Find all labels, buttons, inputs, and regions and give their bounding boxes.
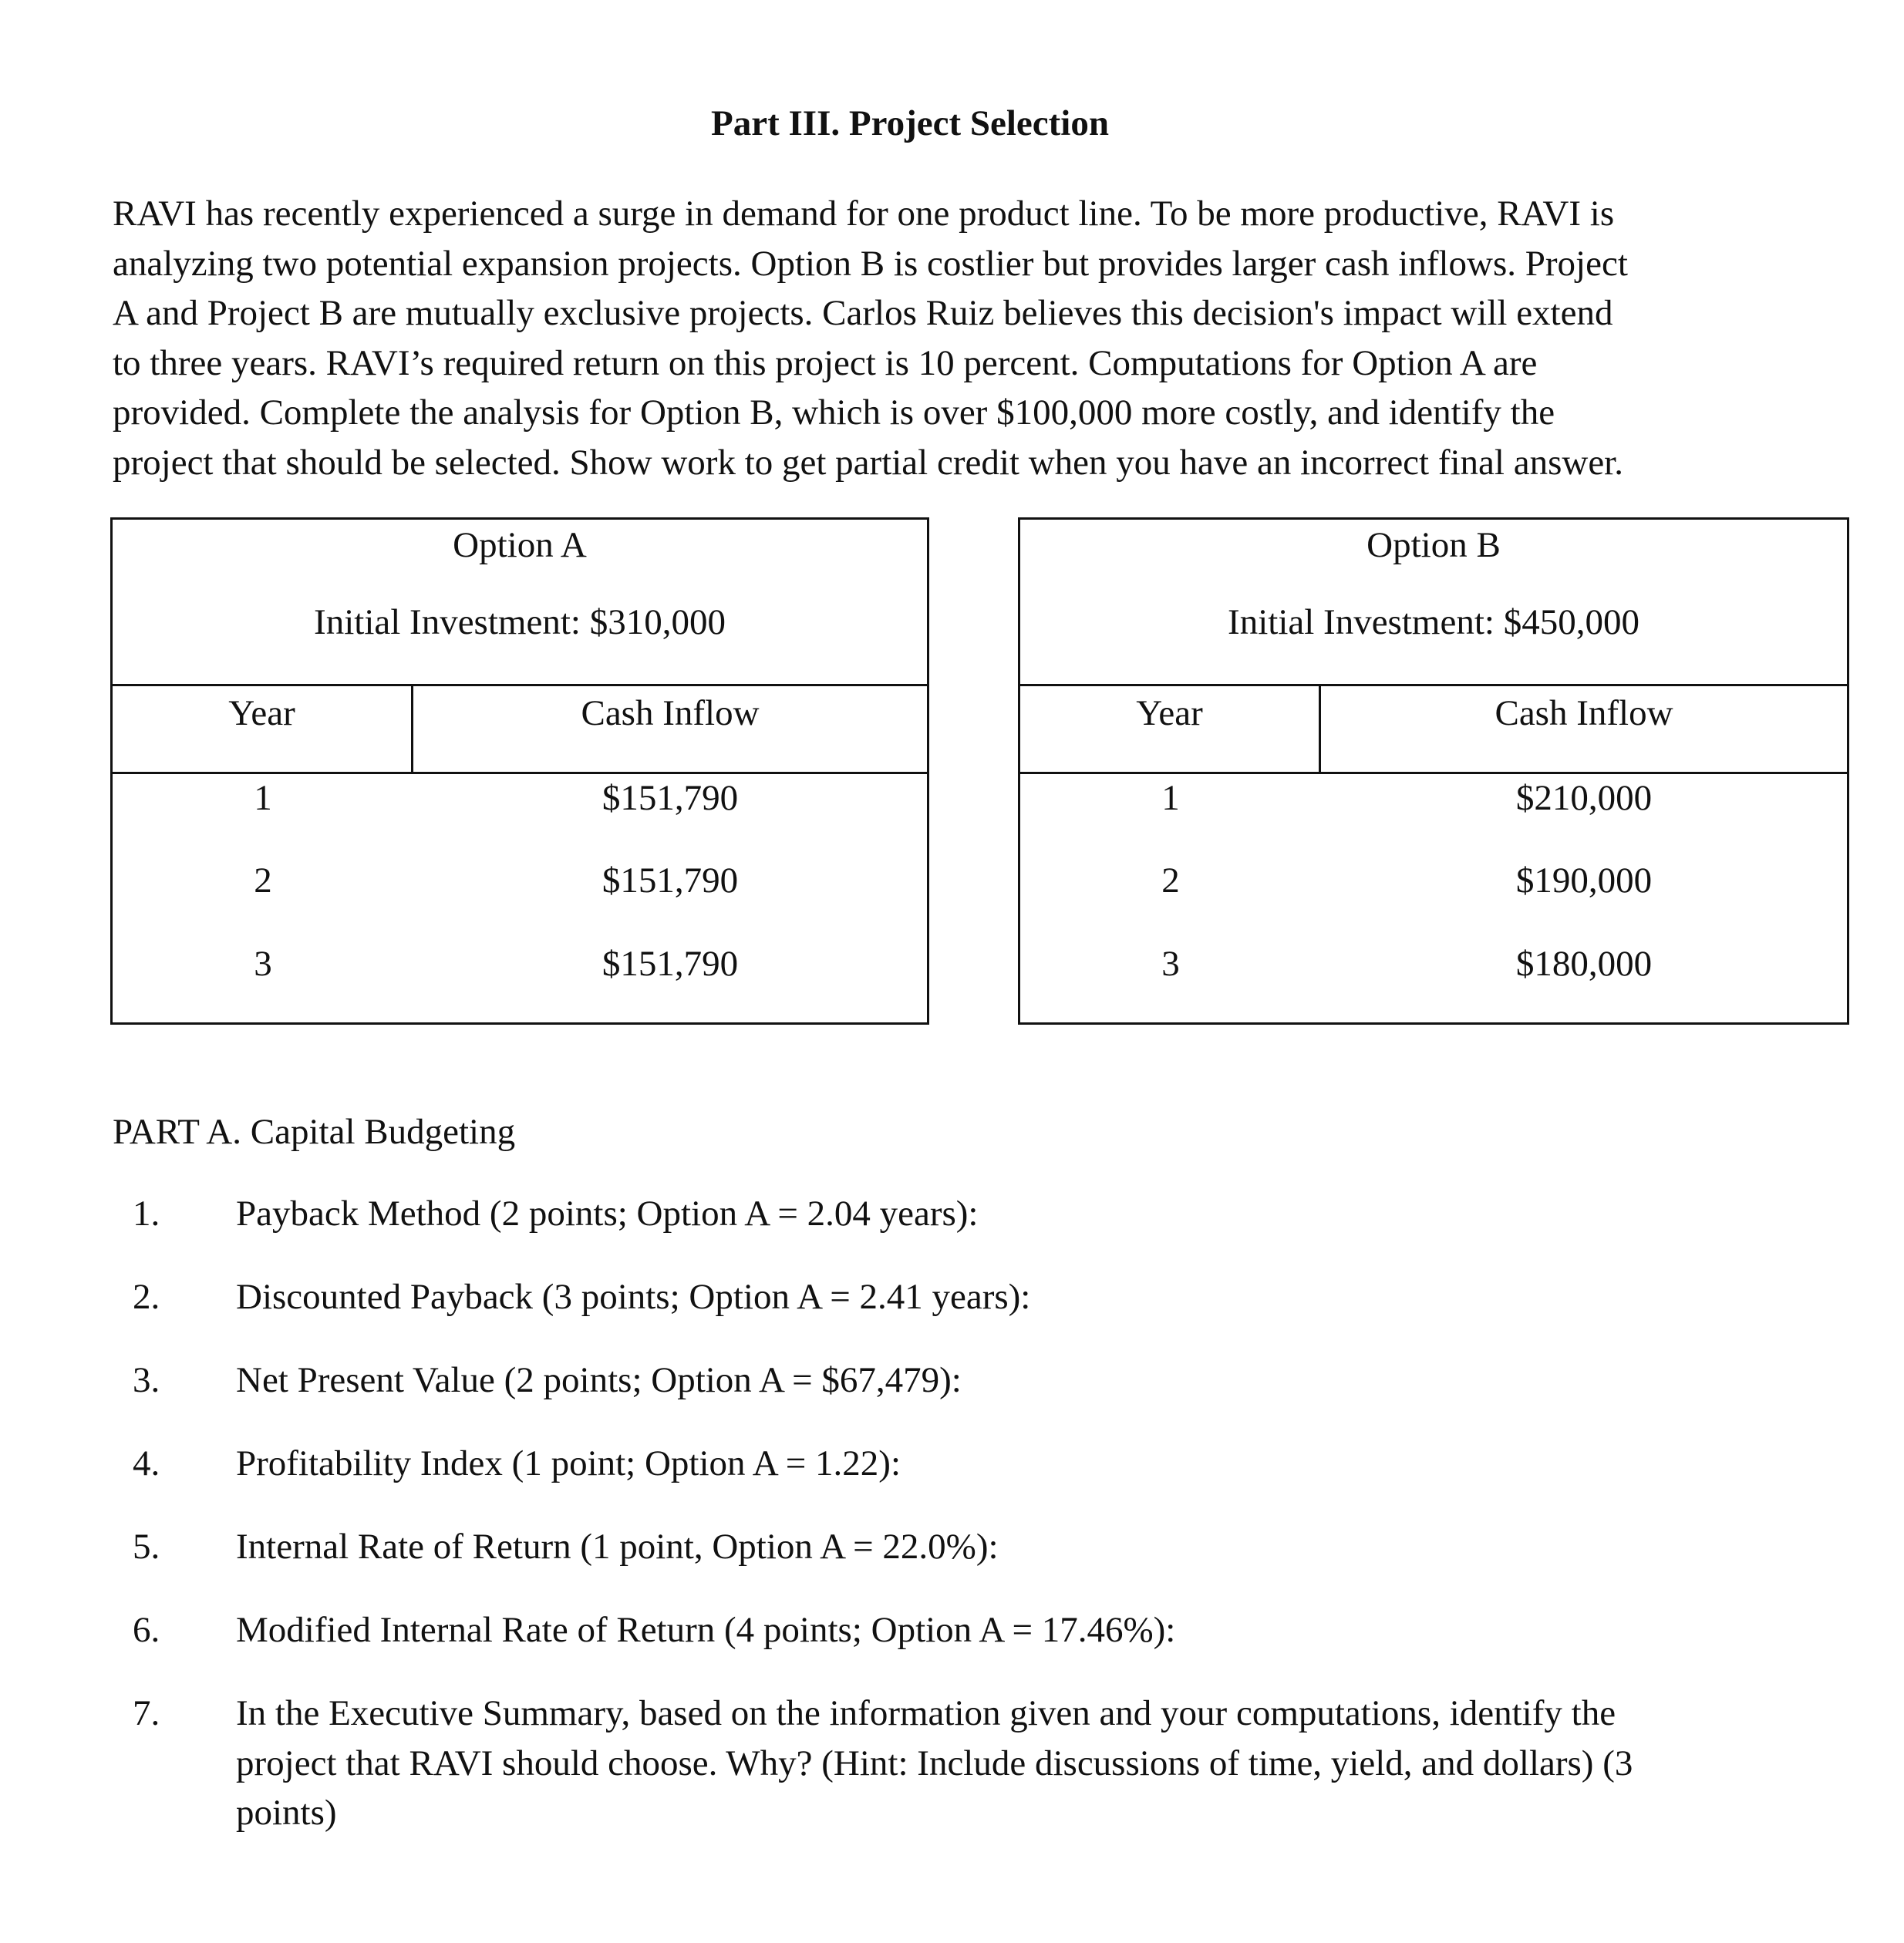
- year-column-header: Year: [113, 686, 413, 772]
- option-a-header: [113, 520, 927, 686]
- option-b-header: [1020, 520, 1847, 686]
- part-a-heading: PART A. Capital Budgeting: [113, 1112, 516, 1152]
- cash-inflow-cell: $151,790: [602, 860, 739, 901]
- question-line: Profitability Index (1 point; Option A = 1.22):: [236, 1443, 901, 1483]
- intro-line: provided. Complete the analysis for Option B, which is over $100,000 more costly, and identify the: [113, 392, 1555, 433]
- question-text: [236, 1272, 1747, 1322]
- question-line: points): [236, 1793, 337, 1833]
- question-text: [236, 1689, 1747, 1838]
- option-a-initial-investment: Initial Investment: $310,000: [314, 602, 726, 642]
- question-line: Discounted Payback (3 points; Option A = 2.41 years):: [236, 1277, 1031, 1317]
- question-text: [236, 1522, 1747, 1572]
- intro-line: A and Project B are mutually exclusive projects. Carlos Ruiz believes this decision's impact will extend: [113, 293, 1613, 333]
- question-line: In the Executive Summary, based on the information given and your computations, identify the: [236, 1693, 1616, 1733]
- question-text: [236, 1439, 1747, 1489]
- year-cell: 1: [254, 778, 272, 818]
- option-a-name: Option A: [453, 525, 587, 565]
- question-text: [236, 1189, 1747, 1239]
- question-number: 1.: [133, 1194, 160, 1234]
- question-text: [236, 1355, 1747, 1406]
- year-column-header: Year: [1020, 686, 1321, 772]
- question-number: 2.: [133, 1277, 160, 1317]
- intro-paragraph: [113, 189, 1832, 487]
- cash-inflow-column-header: Cash Inflow: [581, 693, 760, 733]
- year-cell: 2: [1161, 860, 1180, 901]
- intro-line: project that should be selected. Show work to get partial credit when you have an incorrect final answer.: [113, 442, 1623, 483]
- cash-inflow-column-header: Cash Inflow: [1495, 693, 1673, 733]
- page-title: Part III. Project Selection: [711, 103, 1109, 143]
- question-line: Modified Internal Rate of Return (4 points; Option A = 17.46%):: [236, 1610, 1176, 1650]
- option-b-name: Option B: [1366, 525, 1501, 565]
- year-cell: 3: [1161, 944, 1180, 984]
- question-line: project that RAVI should choose. Why? (Hint: Include discussions of time, yield, and dollars) (3: [236, 1743, 1633, 1783]
- year-cell: 3: [254, 944, 272, 984]
- cash-inflow-cell: $151,790: [602, 778, 739, 818]
- question-number: 6.: [133, 1610, 160, 1650]
- cash-inflow-cell: $180,000: [1515, 944, 1653, 984]
- table-row: [113, 857, 927, 904]
- question-line: Internal Rate of Return (1 point, Option A = 22.0%):: [236, 1527, 999, 1567]
- table-row: [113, 774, 927, 822]
- question-number: 5.: [133, 1527, 160, 1567]
- option-b-table: [1018, 517, 1849, 1025]
- table-row: [113, 940, 927, 988]
- option-a-table: [110, 517, 929, 1025]
- year-cell: 1: [1161, 778, 1180, 818]
- question-line: Net Present Value (2 points; Option A = $67,479):: [236, 1360, 962, 1400]
- intro-line: analyzing two potential expansion projects. Option B is costlier but provides larger cash inflows. Project: [113, 243, 1628, 284]
- intro-line: to three years. RAVI’s required return on this project is 10 percent. Computations for Option A are: [113, 342, 1538, 383]
- table-row: [1020, 940, 1847, 988]
- option-a-column-headers: [113, 686, 927, 774]
- question-number: 3.: [133, 1360, 160, 1400]
- cash-inflow-cell: $210,000: [1515, 778, 1653, 818]
- table-row: [1020, 857, 1847, 904]
- question-line: Payback Method (2 points; Option A = 2.04 years):: [236, 1194, 979, 1234]
- question-number: 4.: [133, 1443, 160, 1483]
- option-b-column-headers: [1020, 686, 1847, 774]
- year-cell: 2: [254, 860, 272, 901]
- question-number: 7.: [133, 1693, 160, 1733]
- table-row: [1020, 774, 1847, 822]
- cash-inflow-cell: $151,790: [602, 944, 739, 984]
- cash-inflow-cell: $190,000: [1515, 860, 1653, 901]
- option-b-initial-investment: Initial Investment: $450,000: [1228, 602, 1639, 642]
- question-text: [236, 1605, 1747, 1655]
- intro-line: RAVI has recently experienced a surge in demand for one product line. To be more productive, RAVI is: [113, 194, 1615, 234]
